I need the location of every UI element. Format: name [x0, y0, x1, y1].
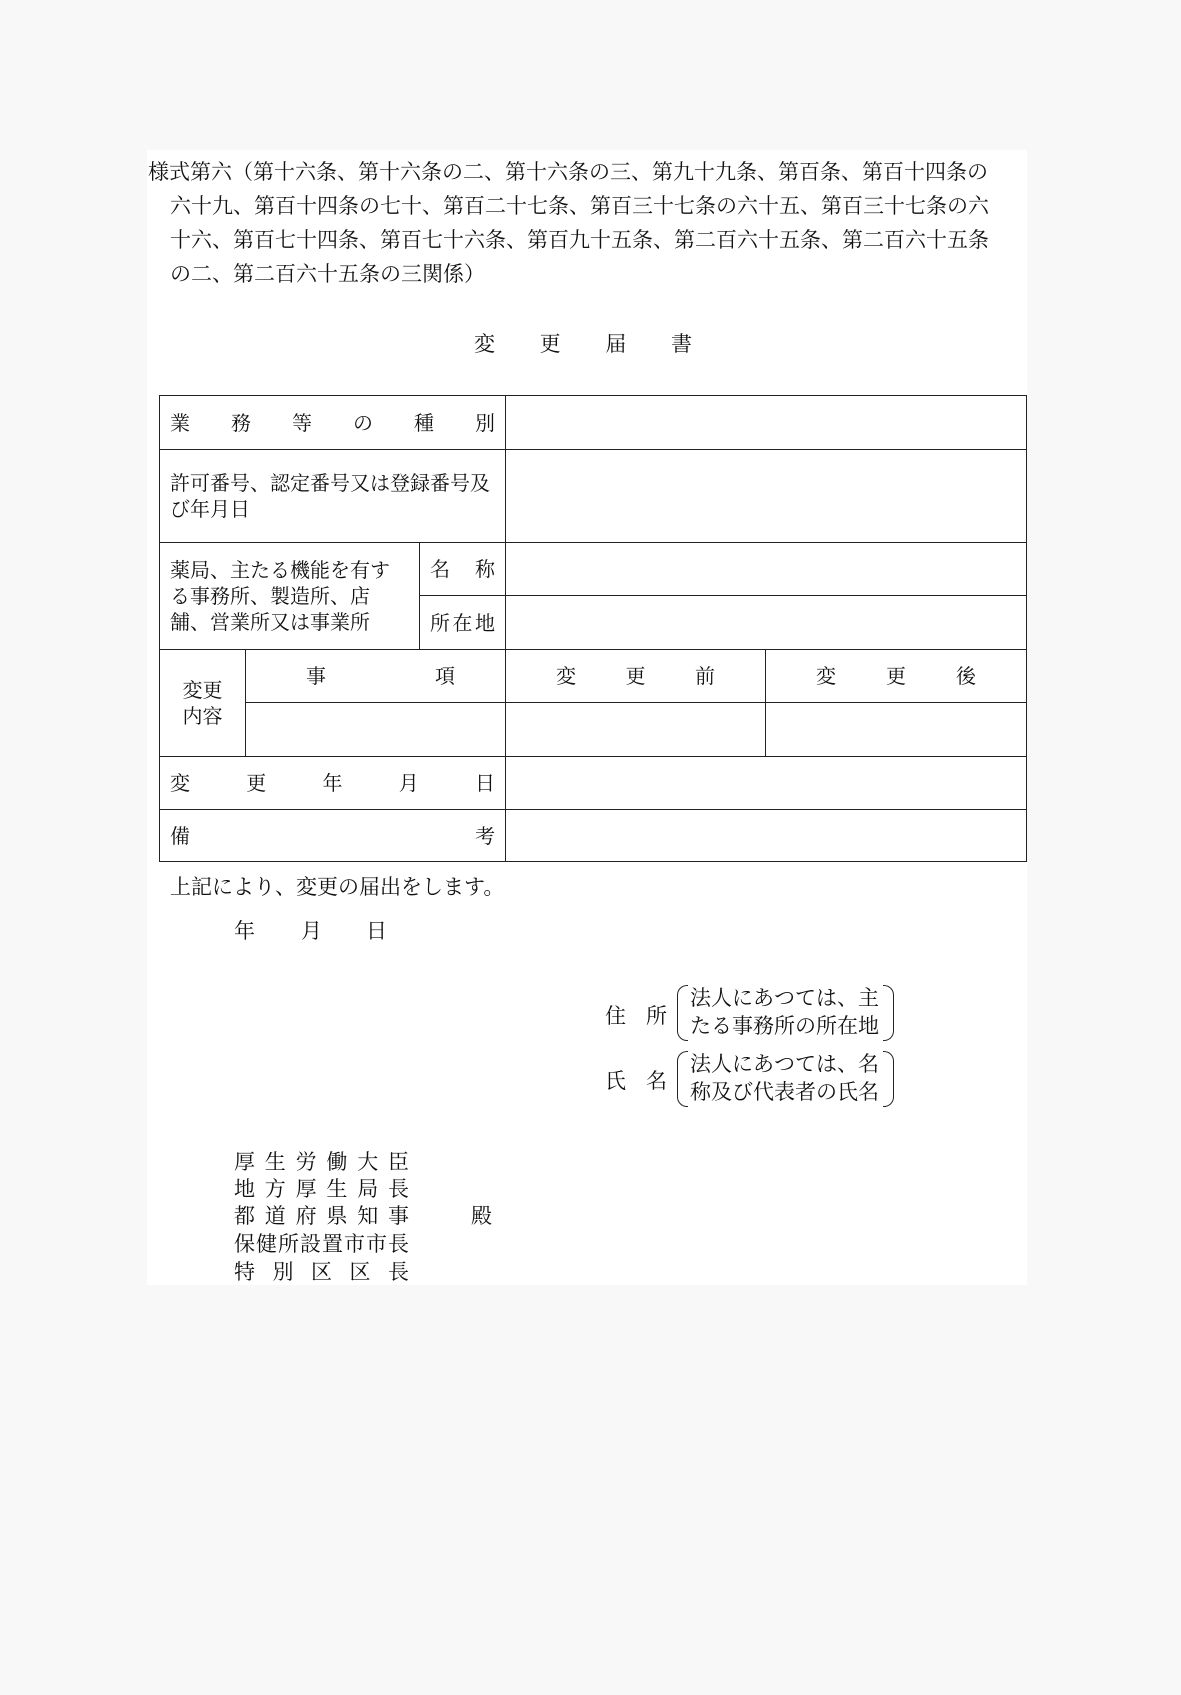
facility-address-field[interactable] — [506, 596, 1027, 650]
facility-label: 薬局、主たる機能を有する事務所、製造所、店舗、営業所又は事業所 — [160, 543, 420, 650]
change-notification-table — [159, 395, 1027, 862]
addressee: 都道府県知事 — [234, 1204, 409, 1228]
bracket-open-icon — [677, 985, 688, 1041]
honorific: 殿 — [471, 1204, 492, 1228]
header-line: 十六、第百七十四条、第百七十六条、第百九十五条、第二百六十五条、第二百六十五条 — [170, 228, 989, 252]
document-title: 変更届書 — [474, 332, 692, 356]
addressee: 厚生労働大臣 — [234, 1150, 409, 1174]
addressee: 地方厚生局長 — [234, 1177, 409, 1201]
bracket-close-icon — [883, 985, 894, 1041]
address-note-line: たる事務所の所在地 — [690, 1014, 879, 1038]
before-header: 変更前 — [556, 664, 715, 688]
bracket-close-icon — [883, 1051, 894, 1107]
header-line: 様式第六（第十六条、第十六条の二、第十六条の三、第九十九条、第百条、第百十四条の — [148, 160, 988, 184]
after-field[interactable] — [766, 703, 1027, 757]
date-year: 年 — [234, 919, 255, 943]
permit-number-label: 許可番号、認定番号又は登録番号及び年月日 — [160, 450, 506, 543]
change-content-label — [160, 677, 245, 729]
remarks-label: 備考 — [170, 823, 495, 848]
facility-name-label: 名称 — [430, 557, 495, 581]
change-date-label: 変更年月日 — [170, 771, 495, 795]
header-line: 六十九、第百十四条の七十、第百二十七条、第百三十七条の六十五、第百三十七条の六 — [170, 194, 989, 218]
bracket-open-icon — [677, 1051, 688, 1107]
change-content-line: 内容 — [182, 704, 223, 728]
address-label: 住所 — [605, 1004, 667, 1028]
facility-address-label: 所在地 — [430, 610, 495, 635]
date-day: 日 — [366, 919, 387, 943]
item-field[interactable] — [246, 703, 506, 757]
name-label: 氏名 — [605, 1069, 667, 1093]
after-header: 変更後 — [816, 664, 976, 688]
statement: 上記により、変更の届出をします。 — [170, 875, 505, 899]
addressee: 特別区区長 — [234, 1260, 409, 1284]
change-content-line: 変更 — [182, 678, 223, 702]
name-note-line: 法人にあつては、名 — [690, 1052, 879, 1076]
before-field[interactable] — [506, 703, 766, 757]
date-month: 月 — [301, 919, 322, 943]
business-type-field[interactable] — [506, 396, 1027, 450]
name-note-line: 称及び代表者の氏名 — [690, 1080, 879, 1104]
header-line: の二、第二百六十五条の三関係） — [170, 262, 485, 286]
addressee: 保健所設置市市長 — [234, 1232, 409, 1256]
facility-name-field[interactable] — [506, 543, 1027, 596]
item-header: 事項 — [306, 664, 455, 688]
permit-number-field[interactable] — [506, 450, 1027, 543]
address-note-line: 法人にあつては、主 — [690, 986, 879, 1010]
business-type-label: 業務等の種別 — [170, 410, 495, 435]
remarks-field[interactable] — [506, 810, 1027, 862]
change-date-field[interactable] — [506, 757, 1027, 810]
